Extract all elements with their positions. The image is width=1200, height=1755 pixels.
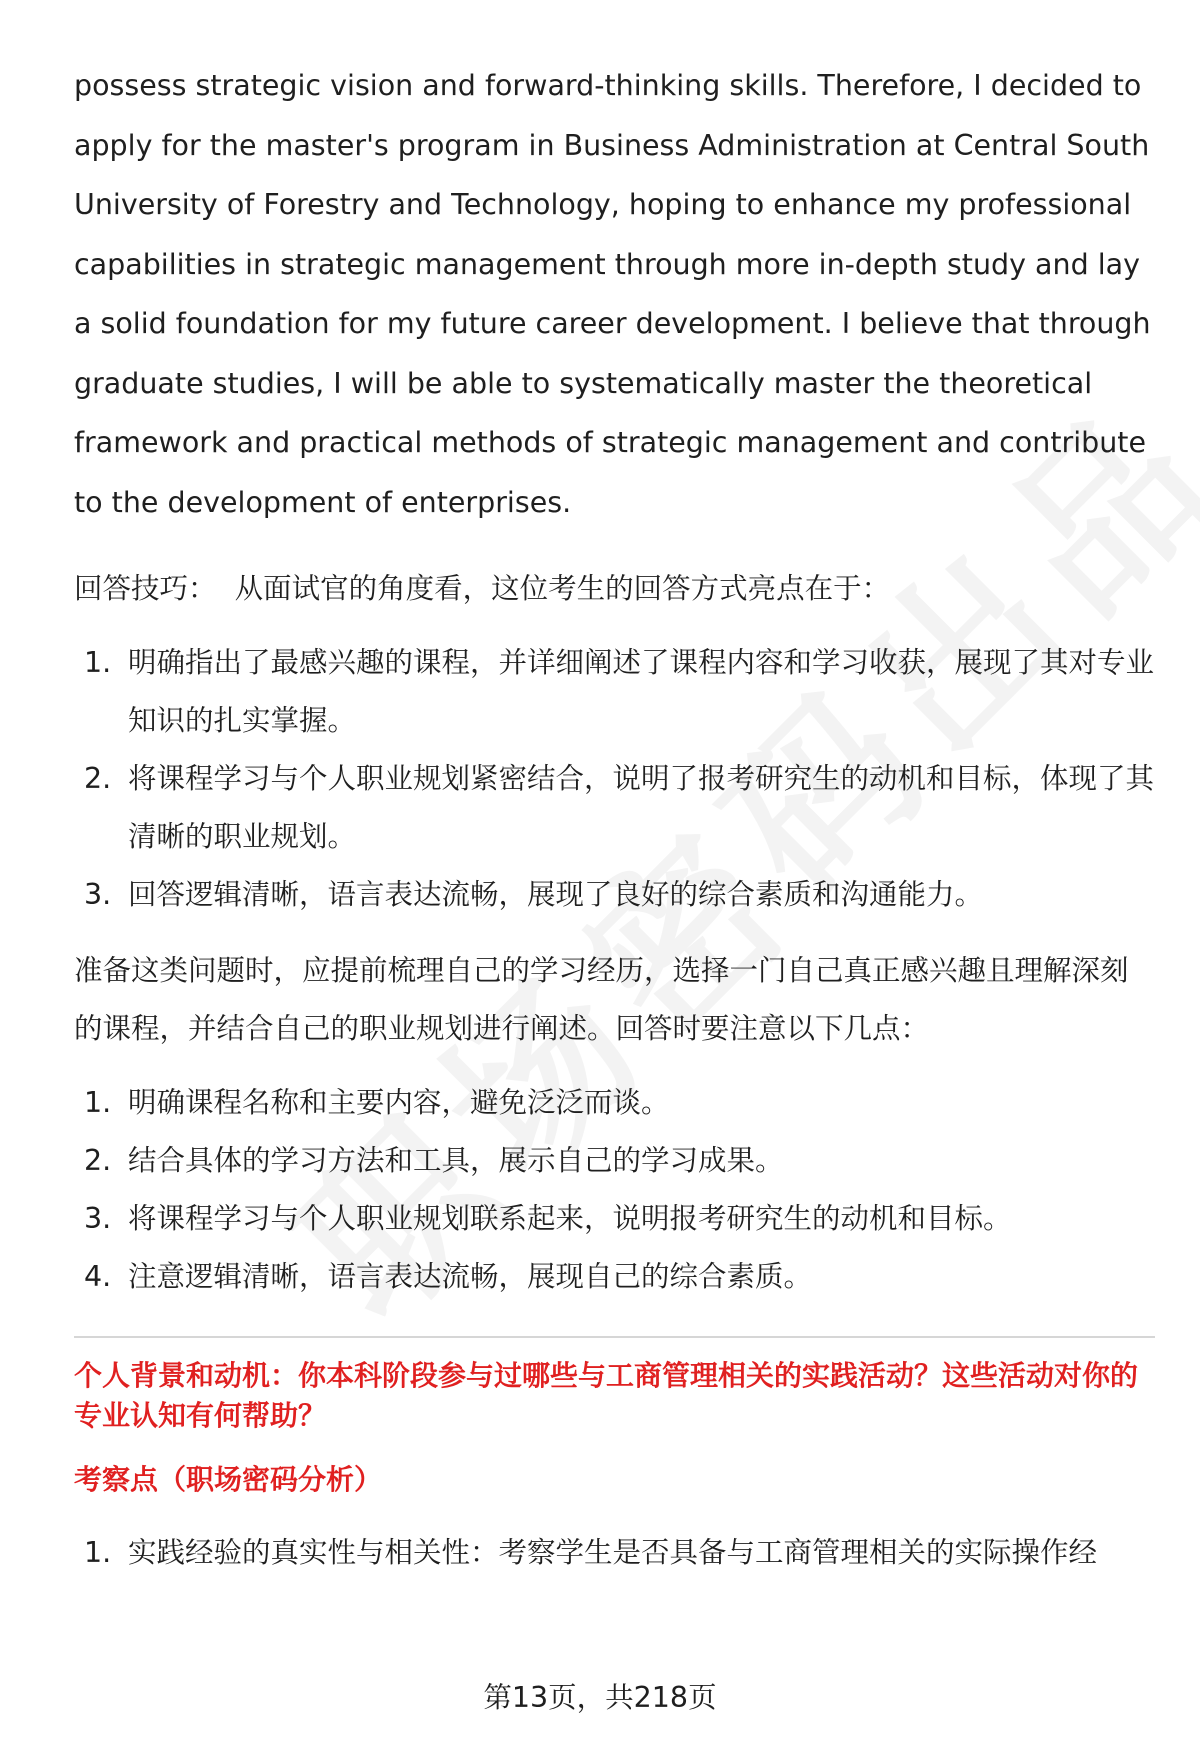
list-number: 1. <box>84 646 112 679</box>
list-number: 1. <box>84 1536 112 1569</box>
list-item-text: 明确课程名称和主要内容，避免泛泛而谈。 <box>128 1086 670 1119</box>
list-item-text: 实践经验的真实性与相关性：考察学生是否具备与工商管理相关的实际操作经 <box>128 1536 1098 1569</box>
list-number: 2. <box>84 1144 112 1177</box>
page-footer: 第13页，共218页 <box>483 1681 717 1714</box>
list-item-text: 将课程学习与个人职业规划紧密结合，说明了报考研究生的动机和目标，体现了其清晰的职业规划。 <box>128 762 1155 853</box>
list-item <box>74 1248 1154 1306</box>
list-number: 3. <box>84 1202 112 1235</box>
list-item <box>74 634 1154 750</box>
english-paragraph: possess strategic vision and forward-thinking skills. Therefore, I decided to apply for the master's program in Business Administration at Central South University of Forestry and Technology, hoping to enhance my professional capabilities in strategic management through more in-depth study and lay a solid foundation for my future career development. I believe that through graduate studies, I will be able to systematically master the theoretical framework and practical methods of strategic management and contribute to the development of enterprises. <box>74 69 1151 519</box>
exam-points-list <box>74 1524 1154 1582</box>
list-item <box>74 1190 1154 1248</box>
list-number: 4. <box>84 1260 112 1293</box>
tip-label: 回答技巧： <box>74 572 217 605</box>
prep-paragraph: 准备这类问题时，应提前梳理自己的学习经历，选择一门自己真正感兴趣且理解深刻的课程，并结合自己的职业规划进行阐述。回答时要注意以下几点： <box>74 954 1129 1045</box>
list-item-text: 将课程学习与个人职业规划联系起来，说明报考研究生的动机和目标。 <box>128 1202 1012 1235</box>
list-item-text: 结合具体的学习方法和工具，展示自己的学习成果。 <box>128 1144 784 1177</box>
list-item <box>74 866 1154 924</box>
answer-tip <box>74 560 1154 618</box>
question-title: 个人背景和动机：你本科阶段参与过哪些与工商管理相关的实践活动？这些活动对你的专业认知有何帮助？ <box>74 1359 1139 1432</box>
section-divider <box>74 1336 1155 1338</box>
list-item-text: 注意逻辑清晰，语言表达流畅，展现自己的综合素质。 <box>128 1260 813 1293</box>
prep-points-list <box>74 1074 1154 1306</box>
list-number: 2. <box>84 762 112 795</box>
list-item <box>74 750 1154 866</box>
page-content <box>74 56 1154 1582</box>
list-number: 3. <box>84 878 112 911</box>
section-title: 考察点（职场密码分析） <box>74 1463 383 1496</box>
highlights-list <box>74 634 1154 924</box>
list-item-text: 回答逻辑清晰，语言表达流畅，展现了良好的综合素质和沟通能力。 <box>128 878 984 911</box>
list-item-text: 明确指出了最感兴趣的课程，并详细阐述了课程内容和学习收获，展现了其对专业知识的扎实掌握。 <box>128 646 1155 737</box>
list-item <box>74 1074 1154 1132</box>
list-item <box>74 1132 1154 1190</box>
list-item <box>74 1524 1154 1582</box>
tip-text: 从面试官的角度看，这位考生的回答方式亮点在于： <box>234 572 891 605</box>
list-number: 1. <box>84 1086 112 1119</box>
